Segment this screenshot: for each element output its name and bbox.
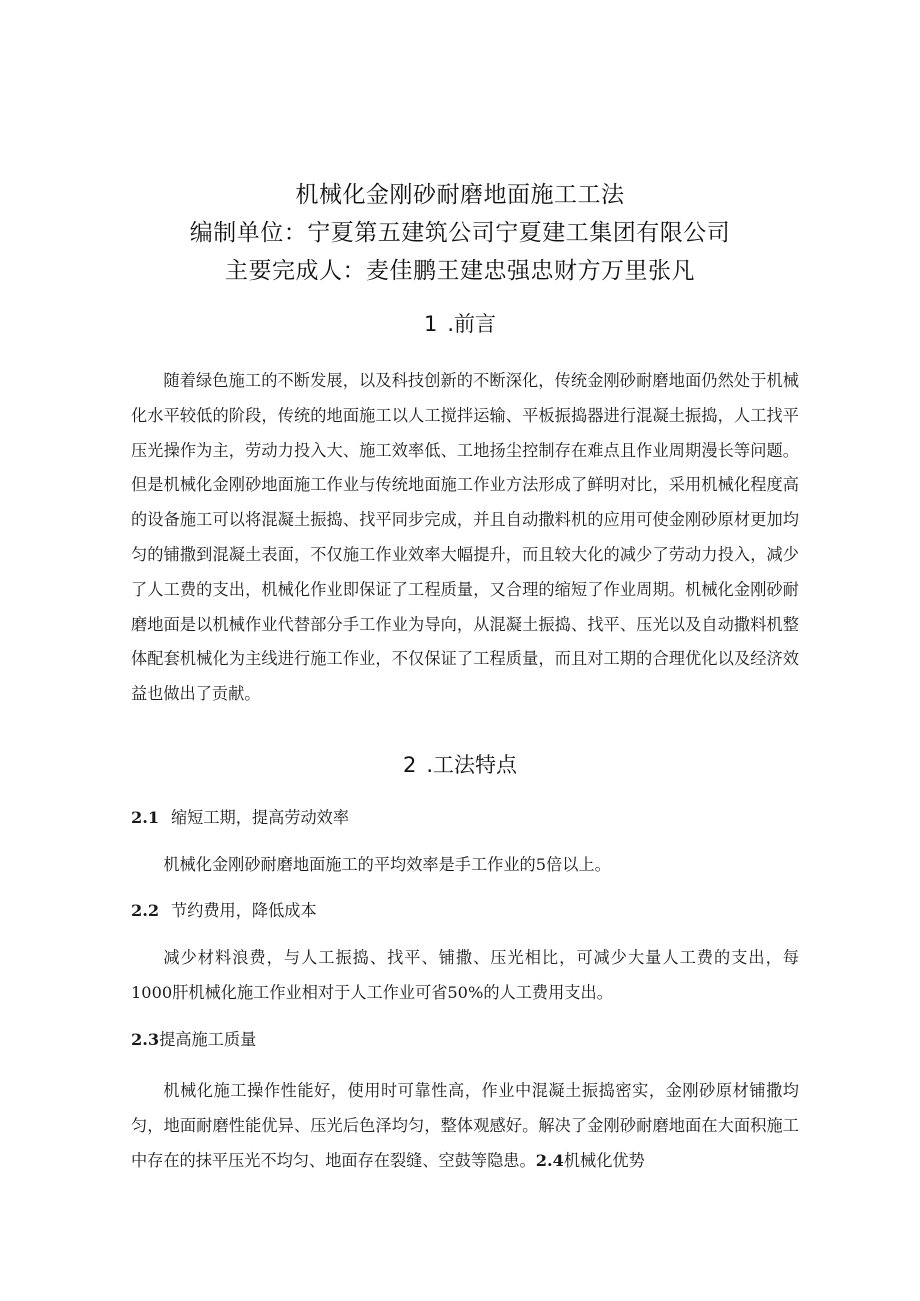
subsection-paragraph-2-1: 机械化金刚砂耐磨地面施工的平均效率是手工作业的5倍以上。 bbox=[163, 855, 611, 874]
subsection-title: 提高施工质量 bbox=[159, 1030, 257, 1049]
section-number: 2 bbox=[402, 753, 417, 777]
subsection-heading-2-3 bbox=[131, 1026, 256, 1050]
section-number: 1 bbox=[423, 312, 438, 336]
subsection-title: 节约费用，降低成本 bbox=[171, 901, 317, 920]
section-heading-1 bbox=[0, 308, 920, 338]
section-title: .工法特点 bbox=[426, 753, 518, 777]
subsection-title-inline: 机械化优势 bbox=[563, 1150, 645, 1170]
subsection-heading-2-1 bbox=[131, 804, 349, 828]
subsection-number: 2.3 bbox=[131, 1030, 160, 1049]
title-block bbox=[0, 176, 920, 290]
document-title: 机械化金刚砂耐磨地面施工工法 bbox=[295, 182, 625, 208]
subsection-title: 缩短工期，提高劳动效率 bbox=[171, 808, 350, 827]
subsection-heading-2-2 bbox=[131, 897, 317, 921]
authors-line: 主要完成人：麦佳鹏王建忠强忠财方万里张凡 bbox=[225, 258, 695, 284]
preface-paragraph: 随着绿色施工的不断发展，以及科技创新的不断深化，传统金刚砂耐磨地面仍然处于机械化水平较低的阶段，传统的地面施工以人工搅拌运输、平板振捣器进行混凝土振捣，人工找平压光操作为主，劳动力投入大、施工效率低、工地扬尘控制存在难点且作业周期漫长等问题。但是机械化金刚砂地面施工作业与传统地面施工作业方法形成了鲜明对比，采用机械化程度高的设备施工可以将混凝土振捣、找平同步完成，并且自动撒料机的应用可使金刚砂原材更加均匀的铺撒到混凝土表面，不仅施工作业效率大幅提升，而且较大化的减少了劳动力投入，减少了人工费的支出，机械化作业即保证了工程质量，又合理的缩短了作业周期。机械化金刚砂耐磨地面是以机械作业代替部分手工作业为导向，从混凝土振捣、找平、压光以及自动撒料机整体配套机械化为主线进行施工作业，不仅保证了工程质量，而且对工期的合理优化以及经济效益也做出了贡献。 bbox=[131, 371, 799, 704]
subsection-paragraph-text: 机械化施工操作性能好，使用时可靠性高，作业中混凝土振捣密实，金刚砂原材铺撒均匀，地面耐磨性能优异、压光后色泽均匀，整体观感好。解决了金刚砂耐磨地面在大面积施工中存在的抹平压光不均匀、地面存在裂缝、空鼓等隐患。 bbox=[131, 1081, 799, 1170]
subsection-number: 2.2 bbox=[131, 901, 160, 920]
section-heading-2 bbox=[0, 749, 920, 779]
subsection-paragraph-2-2: 减少材料浪费，与人工振捣、找平、铺撒、压光相比，可减少大量人工费的支出，每1000肝机械化施工作业相对于人工作业可省50%的人工费用支出。 bbox=[131, 948, 799, 1002]
compiler-line: 编制单位：宁夏第五建筑公司宁夏建工集团有限公司 bbox=[189, 220, 731, 246]
subsection-number-inline: 2.4 bbox=[535, 1150, 564, 1170]
subsection-paragraph-2-3 bbox=[131, 1074, 799, 1178]
subsection-number: 2.1 bbox=[131, 808, 160, 827]
section-title: .前言 bbox=[447, 312, 497, 336]
